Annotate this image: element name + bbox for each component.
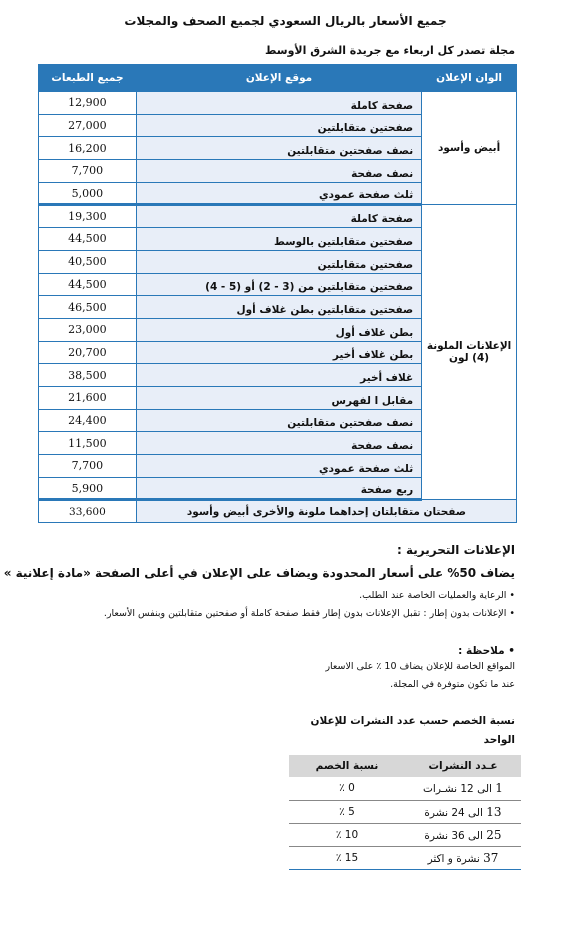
editorial-bullet: • الإعلانات بدون إطار : تقبل الإعلانات بدون إطار فقط صفحة كاملة أو صفحتين متقابلتين وبنفس الأسعار. — [103, 608, 515, 619]
price-cell: 11,500 — [39, 432, 137, 455]
count-cell — [405, 800, 521, 823]
price-cell: 5,000 — [39, 182, 137, 205]
price-cell: 27,000 — [39, 114, 137, 137]
percent-cell: 15 ٪ — [289, 846, 405, 869]
page-title: جميع الأسعار بالريال السعودي لجميع الصحف والمجلات — [124, 14, 447, 28]
percent-cell: 0 ٪ — [289, 777, 405, 800]
discount-heading-line2: الواحد — [483, 734, 515, 746]
table-row — [39, 92, 517, 115]
price-cell: 7,700 — [39, 160, 137, 183]
position-cell: ثلث صفحة عمودي — [136, 455, 421, 478]
color-cell: الإعلانات الملونة (4) لون — [422, 205, 517, 500]
price-cell: 7,700 — [39, 455, 137, 478]
position-cell: صفحتين متقابلتين بالوسط — [136, 228, 421, 251]
note-line: عند ما تكون متوفرة في المجلة. — [390, 679, 515, 690]
table-row — [39, 500, 517, 523]
page-subtitle: مجلة تصدر كل اربعاء مع جريدة الشرق الأوسط — [264, 44, 515, 57]
discount-header-row — [289, 755, 521, 777]
position-cell: صفحة كاملة — [136, 205, 421, 228]
percent-cell: 10 ٪ — [289, 823, 405, 846]
discount-heading: نسبة الخصم حسب عدد النشرات للإعلان — [310, 715, 515, 727]
count-cell — [405, 777, 521, 800]
price-cell: 5,900 — [39, 477, 137, 500]
discount-body — [289, 777, 521, 869]
position-cell: نصف صفحتين متقابلتين — [136, 137, 421, 160]
header-color: الوان الإعلان — [422, 65, 517, 92]
combo-label-cell: صفحتان متقابلتان إحداهما ملونة والأخرى أبيض وأسود — [136, 500, 516, 523]
editorial-bullet: • الرعاية والعمليات الخاصة عند الطلب. — [359, 590, 515, 601]
editorial-heading: الإعلانات التحريرية : — [397, 543, 515, 557]
price-cell: 33,600 — [39, 500, 137, 523]
count-text: الى 12 نشـرات — [423, 783, 492, 796]
percent-cell: 5 ٪ — [289, 800, 405, 823]
editorial-bullet-text: الرعاية والعمليات الخاصة عند الطلب. — [359, 590, 507, 601]
position-cell: ربع صفحة — [136, 477, 421, 500]
table-row — [289, 823, 521, 846]
table-row — [289, 800, 521, 823]
price-cell: 20,700 — [39, 341, 137, 364]
price-cell: 44,500 — [39, 273, 137, 296]
table-row — [39, 205, 517, 228]
price-cell: 19,300 — [39, 205, 137, 228]
price-cell: 38,500 — [39, 364, 137, 387]
discount-header-percent: نسبة الخصم — [289, 755, 405, 777]
price-cell: 21,600 — [39, 386, 137, 409]
color-cell: أبيض وأسود — [422, 92, 517, 205]
editorial-bullet-text: الإعلانات بدون إطار : تقبل الإعلانات بدون إطار فقط صفحة كاملة أو صفحتين متقابلتين وبنفس الأسعار. — [103, 608, 507, 619]
position-cell: نصف صفحة — [136, 160, 421, 183]
header-price: جميع الطبعات — [39, 65, 137, 92]
price-cell: 40,500 — [39, 250, 137, 273]
position-cell: ثلث صفحة عمودي — [136, 182, 421, 205]
count-cell — [405, 823, 521, 846]
count-cell — [405, 846, 521, 869]
position-cell: صفحة كاملة — [136, 92, 421, 115]
count-number: 25 — [486, 827, 502, 842]
position-cell: صفحتين متقابلتين بطن غلاف أول — [136, 296, 421, 319]
position-cell: نصف صفحتين متقابلتين — [136, 409, 421, 432]
rates-body — [39, 92, 517, 523]
discount-table — [289, 755, 521, 870]
position-cell: صفحتين متقابلتين — [136, 114, 421, 137]
rates-table — [38, 64, 517, 523]
count-number: 1 — [495, 781, 503, 796]
discount-header-count: عـدد النشرات — [405, 755, 521, 777]
count-text: الى 36 نشرة — [424, 829, 483, 842]
count-text: الى 24 نشرة — [424, 806, 483, 819]
price-cell: 12,900 — [39, 92, 137, 115]
position-cell: غلاف أخير — [136, 364, 421, 387]
price-cell: 16,200 — [39, 137, 137, 160]
position-cell: بطن غلاف أول — [136, 318, 421, 341]
price-cell: 24,400 — [39, 409, 137, 432]
header-position: موقع الإعلان — [136, 65, 421, 92]
position-cell: بطن غلاف أخير — [136, 341, 421, 364]
count-text: نشرة و اكثر — [427, 852, 480, 865]
count-number: 13 — [486, 804, 502, 819]
price-cell: 44,500 — [39, 228, 137, 251]
position-cell: مقابل ا لفهرس — [136, 386, 421, 409]
table-row — [289, 846, 521, 869]
rates-header-row — [39, 65, 517, 92]
note-heading: • ملاحظة : — [458, 645, 515, 657]
position-cell: صفحتين متقابلتين — [136, 250, 421, 273]
count-number: 37 — [483, 850, 499, 865]
note-line: المواقع الخاصة للإعلان يضاف 10 ٪ على الاسعار — [325, 661, 515, 672]
price-cell: 46,500 — [39, 296, 137, 319]
position-cell: صفحتين متقابلتين من (3 - 2) أو (5 - 4) — [136, 273, 421, 296]
position-cell: نصف صفحة — [136, 432, 421, 455]
price-cell: 23,000 — [39, 318, 137, 341]
editorial-main-line: يضاف 50% على أسعار المحدودة ويضاف على الإعلان في أعلى الصفحة «مادة إعلانية » — [3, 566, 515, 580]
table-row — [289, 777, 521, 800]
